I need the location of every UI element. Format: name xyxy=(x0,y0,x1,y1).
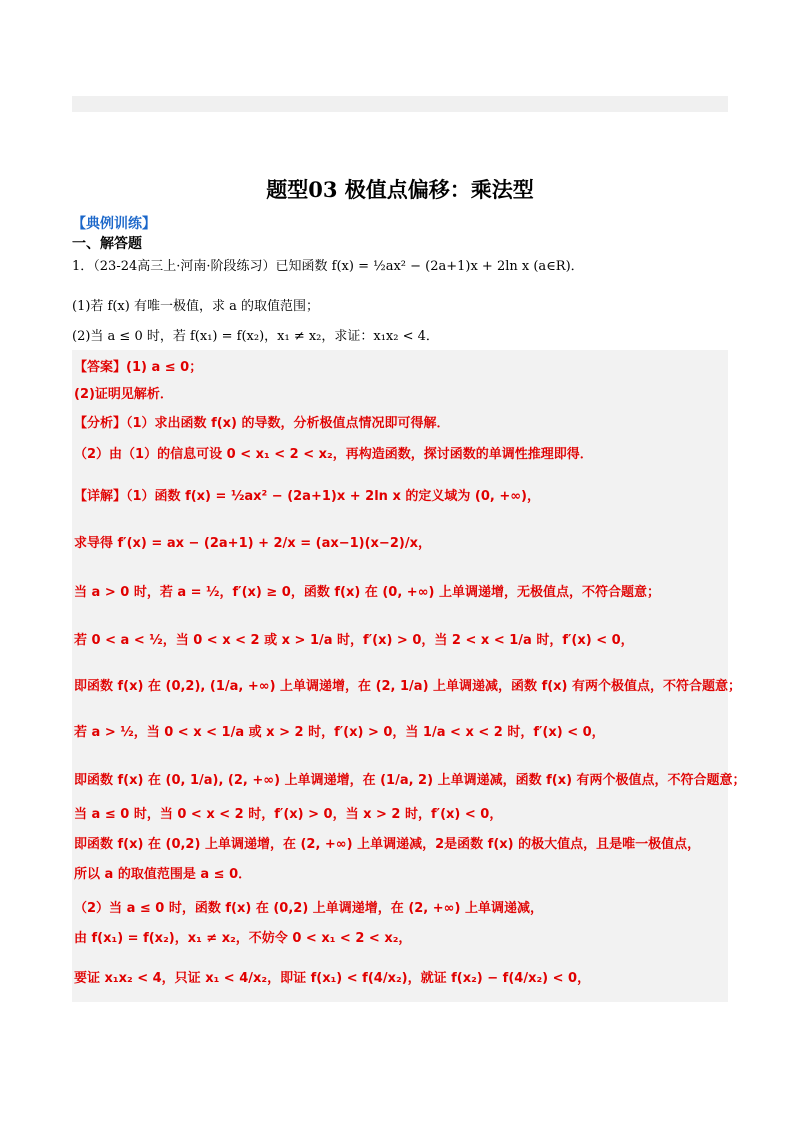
question-stem: 1．（23-24高三上·河南·阶段练习）已知函数 f(x) = ½ax² − (2a+1)x + 2ln x (a∈R)． xyxy=(72,259,584,274)
detail-line-7: 即函数 f(x) 在 (0, 1/a), (2, +∞) 上单调递增，在 (1/a, 2) 上单调递减，函数 f(x) 有两个极值点，不符合题意； xyxy=(74,773,746,788)
analysis-line-1: 【分析】（1）求出函数 f(x) 的导数，分析极值点情况即可得解． xyxy=(74,416,450,431)
detail-line-10: 所以 a 的取值范围是 a ≤ 0． xyxy=(74,867,252,882)
detail-line-6: 若 a > ½，当 0 < x < 1/a 或 x > 2 时，f′(x) > 0，当 1/a < x < 2 时，f′(x) < 0， xyxy=(74,725,605,740)
detail-line-11: （2）当 a ≤ 0 时，函数 f(x) 在 (0,2) 上单调递增，在 (2, +∞) 上单调递减， xyxy=(74,901,543,916)
answer-line-1: 【答案】(1) a ≤ 0； xyxy=(74,360,203,375)
detail-line-5: 即函数 f(x) 在 (0,2), (1/a, +∞) 上单调递增，在 (2, 1/a) 上单调递减，函数 f(x) 有两个极值点，不符合题意； xyxy=(74,679,742,694)
page-title: 题型03 极值点偏移：乘法型 xyxy=(266,177,534,202)
section-tag: 【典例训练】 xyxy=(72,216,156,232)
answer-line-2: (2)证明见解析． xyxy=(74,387,173,402)
question-part2: (2)当 a ≤ 0 时，若 f(x₁) = f(x₂)，x₁ ≠ x₂，求证：x₁x₂ < 4． xyxy=(72,329,439,344)
section-heading: 一、解答题 xyxy=(72,236,142,252)
detail-line-8: 当 a ≤ 0 时，当 0 < x < 2 时，f′(x) > 0，当 x > 2 时，f′(x) < 0， xyxy=(74,807,503,822)
detail-line-13: 要证 x₁x₂ < 4，只证 x₁ < 4/x₂，即证 f(x₁) < f(4/x₂)，就证 f(x₂) − f(4/x₂) < 0， xyxy=(74,971,591,986)
detail-line-1: 【详解】（1）函数 f(x) = ½ax² − (2a+1)x + 2ln x 的定义域为 (0, +∞)， xyxy=(74,489,540,504)
detail-line-2: 求导得 f′(x) = ax − (2a+1) + 2/x = (ax−1)(x−2)/x， xyxy=(74,536,431,551)
detail-line-12: 由 f(x₁) = f(x₂)，x₁ ≠ x₂，不妨令 0 < x₁ < 2 < x₂， xyxy=(74,931,412,946)
header-bar xyxy=(72,96,728,112)
detail-line-3: 当 a > 0 时，若 a = ½，f′(x) ≥ 0，函数 f(x) 在 (0, +∞) 上单调递增，无极值点，不符合题意； xyxy=(74,585,660,600)
question-part1: (1)若 f(x) 有唯一极值，求 a 的取值范围； xyxy=(72,299,319,314)
detail-line-9: 即函数 f(x) 在 (0,2) 上单调递增，在 (2, +∞) 上单调递减，2是函数 f(x) 的极大值点，且是唯一极值点， xyxy=(74,837,701,852)
analysis-line-2: （2）由（1）的信息可设 0 < x₁ < 2 < x₂，再构造函数，探讨函数的单调性推理即得． xyxy=(74,447,593,462)
detail-line-4: 若 0 < a < ½，当 0 < x < 2 或 x > 1/a 时，f′(x) > 0，当 2 < x < 1/a 时，f′(x) < 0， xyxy=(74,633,634,648)
